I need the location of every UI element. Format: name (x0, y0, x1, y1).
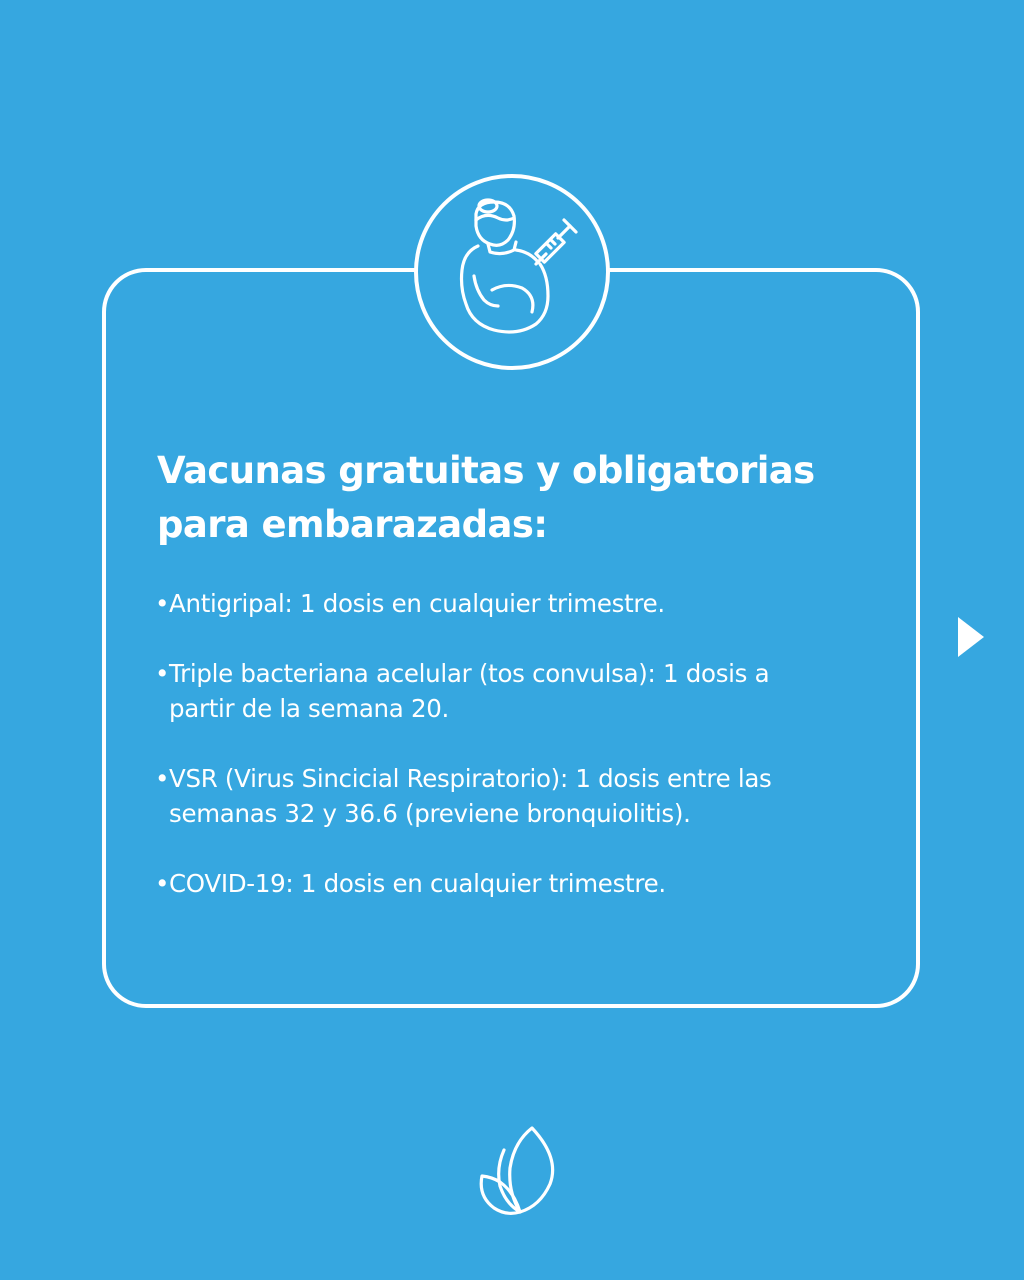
bullet-marker: • (155, 589, 170, 618)
bullet-marker: • (155, 764, 170, 793)
leaf-logo-icon (474, 1122, 562, 1220)
list-item (155, 761, 795, 831)
bullet-marker: • (155, 869, 170, 898)
pregnant-woman-vaccine-icon (414, 174, 610, 370)
page-title: Vacunas gratuitas y obligatorias para embarazadas: (157, 449, 815, 546)
list-item (155, 586, 795, 621)
list-item (155, 656, 795, 726)
list-item-text: VSR (Virus Sincicial Respiratorio): 1 dosis entre las semanas 32 y 36.6 (previene bronquiolitis). (169, 764, 772, 828)
next-arrow-icon[interactable] (958, 617, 984, 657)
list-item-text: Antigripal: 1 dosis en cualquier trimestre. (169, 589, 665, 618)
list-item-text: Triple bacteriana acelular (tos convulsa): 1 dosis a partir de la semana 20. (169, 659, 770, 723)
list-item (155, 866, 795, 901)
vaccine-list (155, 586, 795, 936)
bullet-marker: • (155, 659, 170, 688)
list-item-text: COVID-19: 1 dosis en cualquier trimestre. (169, 869, 666, 898)
